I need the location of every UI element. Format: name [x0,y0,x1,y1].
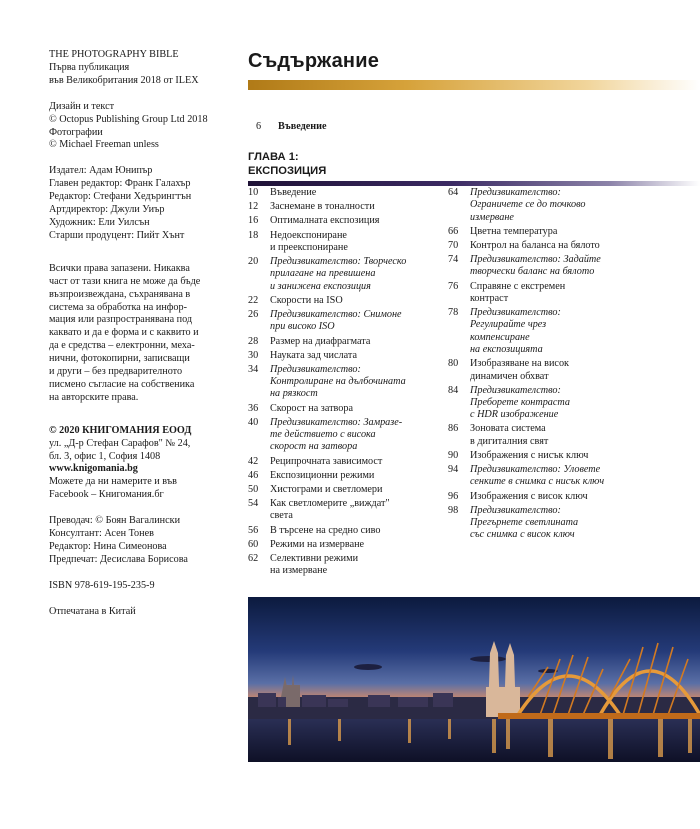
toc-entry-line: Хистограми и светломери [270,484,383,495]
colophon-line: Можете да ни намерите и във [49,476,177,488]
toc-entry-title [270,484,443,496]
toc-entry-line: В търсене на средно сиво [270,524,381,536]
toc-entry-line: и занижена експозиция [270,280,371,292]
toc-entry-line: Контролиране на дълбочината [270,376,406,388]
toc-page-number: 26 [248,309,259,321]
toc-entry-line: динамичен обхват [470,370,549,382]
toc-entry-line: на експозицията [470,344,543,356]
toc-entry-line: Зоновата система [470,423,546,435]
toc-page-number: 40 [248,416,259,428]
toc-entry-line: контраст [470,292,509,304]
colophon-line: писмено съгласие на собственика [49,378,195,390]
toc-entry-title [270,364,443,401]
toc-page-number: 66 [448,225,459,237]
publisher-website[interactable]: www.knigomania.bg [49,463,138,475]
toc-entry-title [270,350,443,362]
toc-entry-line: Предизвикателство: Снимоне [270,309,402,321]
toc-page-number: 76 [448,280,459,292]
toc-entry-line: при високо ISO [270,321,335,333]
chapter-divider [248,181,700,186]
colophon-line: част от тази книга не може да бъде [49,275,201,287]
toc-entry-line: прилагане на превишена [270,268,376,280]
toc-entry[interactable] [448,240,628,252]
toc-entry-line: с HDR изображение [470,409,559,421]
toc-entry-line: със снимка с висок ключ [470,529,575,541]
chapter-title: ЕКСПОЗИЦИЯ [248,165,327,177]
toc-entry-title [270,201,443,213]
toc-entry[interactable] [248,553,443,578]
toc-entry[interactable] [448,254,628,279]
toc-entry-title [470,358,628,383]
colophon-line: и други – без предварителното [49,366,183,378]
toc-entry[interactable] [448,307,628,356]
toc-entry-title [270,336,443,348]
toc-entry-line: Предизвикателство: [270,363,361,375]
toc-entry[interactable] [248,215,443,227]
toc-entry-title [270,456,443,468]
toc-page-number: 98 [448,504,459,516]
toc-entry-line: компенсиране [470,331,530,343]
toc-entry-title [470,385,628,422]
publisher-address [49,438,239,464]
publisher-social [49,476,239,502]
colophon-line: Издател: Адам Юнипър [49,165,153,177]
toc-entry-line: Как светломерите „виждат" [270,498,390,510]
toc-entry[interactable] [248,364,443,401]
toc-page-number: 56 [248,524,259,536]
toc-entry[interactable] [248,309,443,334]
toc-page-number: 78 [448,307,459,319]
toc-entry[interactable] [248,256,443,293]
toc-entry-title [470,491,628,503]
toc-entry-title [270,470,443,482]
toc-entry-title [470,281,628,306]
toc-entry-line: Оптималната експозиция [270,215,380,227]
toc-entry-line: Реципрочната зависимост [270,455,383,467]
toc-intro-entry [256,121,327,132]
toc-entry-line: Контрол на баланса на бялото [470,239,600,251]
colophon-line: Предпечат: Десислава Борисова [49,553,188,565]
colophon-line: Редактор: Нина Симеонова [49,541,167,552]
toc-entry[interactable] [448,464,628,489]
toc-entry-title [270,553,443,578]
colophon-line: Главен редактор: Франк Галахър [49,178,191,190]
toc-page-number: 94 [448,464,459,476]
toc-entry-title [270,230,443,255]
toc-entry-title [270,187,443,199]
toc-page-number: 36 [248,402,259,414]
title-divider [248,80,700,90]
toc-entry-title [270,309,443,334]
toc-entry[interactable] [248,498,443,523]
toc-entry[interactable] [248,403,443,415]
colophon-line: Консултант: Асен Тонев [49,528,154,540]
toc-entry-title [470,423,628,448]
colophon-line: Фотографии [49,126,103,138]
toc-entry-line: Експозиционни режими [270,469,375,481]
toc-entry-line: Скорости на ISO [270,294,343,306]
toc-page-number: 60 [248,538,259,550]
toc-page-number: 74 [448,254,459,266]
toc-entry-line: измерване [470,211,514,223]
colophon-line: система за обработка на инфор- [49,301,187,313]
toc-entry-line: Предизвикателство: [470,504,561,516]
toc-entry-title [270,256,443,293]
toc-entry-line: Режими на измерване [270,538,365,550]
toc-entry-title [470,505,628,542]
colophon-line: ул. „Д-р Стефан Сарафов" № 24, [49,437,191,449]
toc-entry[interactable] [248,417,443,454]
toc-entry[interactable] [448,385,628,422]
cologne-night-photo [248,597,700,762]
colophon-line: Художник: Ели Уилсън [49,216,150,228]
colophon-line: бл. 3, офис 1, София 1408 [49,450,161,462]
colophon-line: Дизайн и текст [49,100,115,112]
toc-entry[interactable] [448,187,628,224]
toc-entry-line: Ограничете се до точково [470,199,586,211]
toc-entry-line: Предизвикателство: [470,307,561,319]
toc-entry[interactable] [248,484,443,496]
colophon-line: Артдиректор: Джули Уиър [49,204,165,216]
colophon-staff [49,165,239,242]
toc-entry[interactable] [248,525,443,537]
toc-entry[interactable] [448,423,628,448]
toc-entry[interactable] [248,201,443,213]
colophon-line: на авторските права. [49,391,139,403]
toc-entry-line: творчески баланс на бялото [470,266,595,278]
toc-entry[interactable] [248,187,443,199]
toc-entry-title [270,525,443,537]
toc-page-number: 6 [256,121,262,132]
colophon-line: Facebook – Книгомания.бг [49,489,164,501]
toc-entry-line: Предизвикателство: Задайте [470,254,601,266]
colophon-line: мация или разпространявана под [49,314,193,326]
colophon-line: Всички права запазени. Никаква [49,262,190,274]
toc-entry-line: Скорост на затвора [270,402,353,414]
toc-entry-line: и преекспониране [270,241,348,253]
toc-entry[interactable] [248,470,443,482]
toc-entry-line: Размер на диафрагмата [270,335,371,347]
page-title: Съдържание [248,50,380,72]
toc-page-number: 42 [248,455,259,467]
colophon-line: каквато и да е форма и с каквито и [49,327,199,339]
toc-entry-title [470,187,628,224]
toc-entry-line: Селективни режими [270,553,359,565]
toc-entry-title [470,307,628,356]
toc-entry-line: Цветна температура [470,225,558,237]
colophon-line: Старши продуцент: Пийт Хънт [49,229,185,241]
toc-entry[interactable] [448,281,628,306]
toc-entry-line: Въведение [270,187,317,198]
toc-page-number: 70 [448,239,459,251]
toc-entry-title: Въведение [278,121,327,132]
toc-column-left [248,187,443,580]
toc-entry-title [470,464,628,489]
colophon-line: във Великобритания 2018 от ILEX [49,74,199,86]
toc-page-number: 10 [248,187,259,198]
toc-page-number: 16 [248,215,259,227]
toc-entry-line: те действието с висока [270,429,376,441]
toc-entry-line: Прегърнете светлината [470,517,579,529]
toc-page-number: 22 [248,294,259,306]
toc-entry[interactable] [448,505,628,542]
colophon-line: © Michael Freeman unless [49,139,159,151]
toc-entry-title [270,417,443,454]
colophon-line: да е средства – електронни, меха- [49,340,195,352]
publisher-name: © 2020 КНИГОМАНИЯ ЕООД [49,424,192,436]
toc-entry-title [270,215,443,227]
toc-entry-line: сенките в снимка с нисък ключ [470,476,605,488]
printed-in: Отпечатана в Китай [49,605,136,617]
toc-entry[interactable] [448,358,628,383]
toc-entry-line: Предизвикателство: Замразе- [270,416,403,428]
toc-entry[interactable] [448,226,628,238]
toc-entry-line: скорост на затвора [270,441,358,453]
toc-page-number: 96 [448,490,459,502]
toc-entry-line: Изображения с висок ключ [470,490,588,502]
toc-entry-line: Заснемане в тоналности [270,201,375,213]
toc-page-number: 62 [248,553,259,565]
colophon-line: нични, фотокопирни, записващи [49,353,190,365]
toc-page-number: 84 [448,384,459,396]
toc-entry-line: на рязкост [270,388,318,400]
toc-entry[interactable] [248,336,443,348]
translation-credits [49,515,239,567]
chapter-heading [248,150,326,178]
toc-page-number: 12 [248,201,259,213]
toc-entry[interactable] [248,350,443,362]
toc-entry-line: Справяне с екстремен [470,280,566,292]
toc-entry-line: Преборете контраста [470,396,570,408]
toc-entry-line: Недоекспониране [270,229,347,241]
toc-entry-line: Предизвикателство: Уловете [470,464,601,476]
toc-page-number: 34 [248,363,259,375]
colophon-line: Първа публикация [49,61,130,73]
toc-entry-line: Предизвикателство: Творческо [270,256,407,268]
toc-entry-line: в дигиталния свят [470,435,549,447]
colophon-line: възпроизвеждана, съхранявана в [49,288,191,300]
colophon-line: Преводач: © Боян Вагалински [49,515,181,527]
table-of-contents [248,0,700,829]
toc-entry-title [470,254,628,279]
toc-entry-line: света [270,510,293,522]
toc-entry-title [270,539,443,551]
toc-entry[interactable] [248,295,443,307]
toc-page-number: 54 [248,498,259,510]
toc-page-number: 50 [248,484,259,495]
toc-page-number: 64 [448,187,459,198]
colophon [49,49,239,619]
toc-page-number: 86 [448,423,459,435]
toc-entry-title [270,295,443,307]
toc-entry-title [470,450,628,462]
toc-column-right [448,187,628,544]
colophon-line: Редактор: Стефани Хедърингтън [49,191,192,203]
toc-entry[interactable] [248,230,443,255]
toc-page-number: 18 [248,229,259,241]
toc-page-number: 80 [448,358,459,370]
toc-entry-line: Регулирайте чрез [470,319,547,331]
colophon-rights [49,263,239,405]
toc-page-number: 90 [448,449,459,461]
toc-entry-line: на измерване [270,565,328,577]
isbn: ISBN 978-619-195-235-9 [49,579,155,591]
toc-entry-line: Предизвикателство: [470,384,561,396]
colophon-design [49,101,239,153]
toc-entry[interactable] [448,491,628,503]
colophon-line: THE PHOTOGRAPHY BIBLE [49,49,179,60]
colophon-edition [49,49,239,88]
toc-page-number: 20 [248,256,259,268]
toc-entry[interactable] [448,450,628,462]
toc-entry-line: Изображения с нисък ключ [470,449,589,461]
toc-entry-title [470,240,628,252]
toc-page-number: 28 [248,335,259,347]
toc-entry[interactable] [248,456,443,468]
toc-entry-title [270,498,443,523]
toc-entry-title [470,226,628,238]
toc-entry-line: Предизвикателство: [470,187,561,198]
chapter-label: ГЛАВА 1: [248,151,299,163]
toc-entry-line: Науката зад числата [270,349,357,361]
toc-page-number: 46 [248,469,259,481]
toc-entry-line: Изобразяване на висок [470,358,569,370]
toc-entry-title [270,403,443,415]
toc-page-number: 30 [248,349,259,361]
toc-entry[interactable] [248,539,443,551]
colophon-line: © Octopus Publishing Group Ltd 2018 [49,113,208,125]
